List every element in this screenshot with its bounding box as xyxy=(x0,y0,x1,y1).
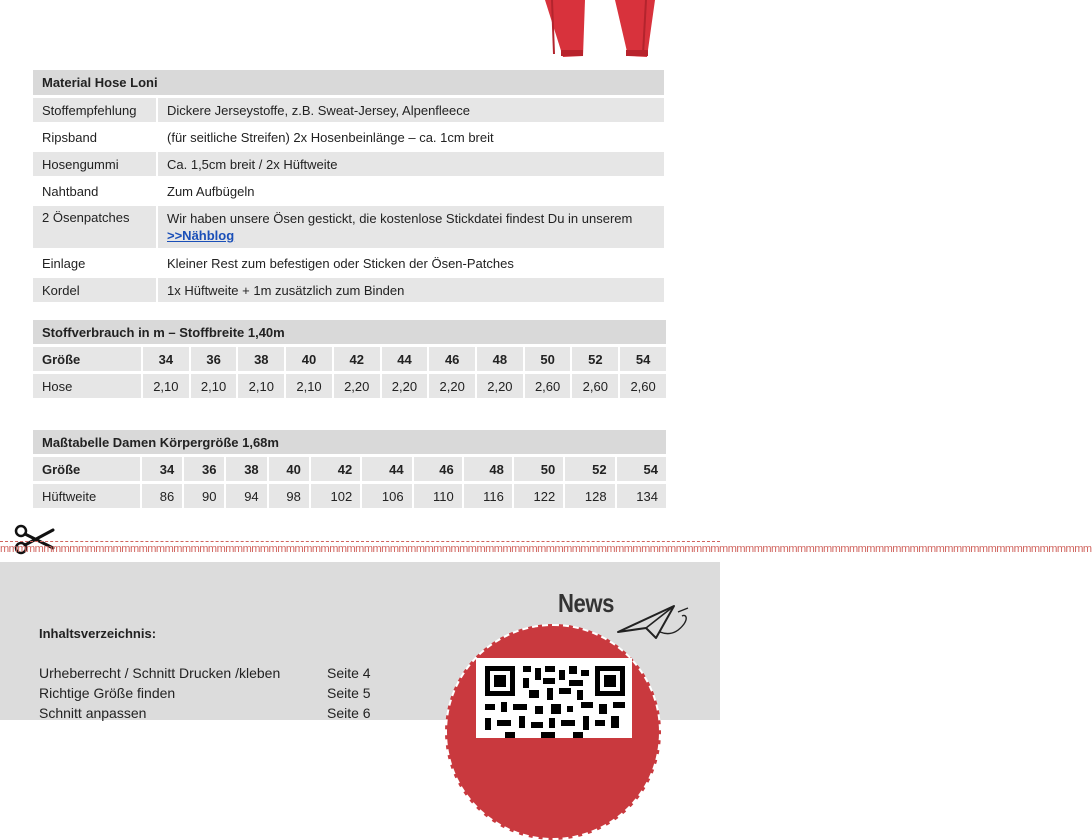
table-row xyxy=(33,206,664,248)
material-value: Dickere Jerseystoffe, z.B. Sweat-Jersey, Alpenfleece xyxy=(156,98,664,122)
toc-item-title: Schnitt anpassen xyxy=(39,705,147,721)
toc-item-page: Seite 6 xyxy=(327,705,371,721)
material-table-header xyxy=(33,70,664,95)
size-cell: 50 xyxy=(523,347,571,371)
size-cell: 44 xyxy=(360,457,411,481)
toc-item-title: Urheberrecht / Schnitt Drucken /kleben xyxy=(39,665,281,681)
bottom-section xyxy=(0,562,720,720)
size-cell: 34 xyxy=(140,457,182,481)
size-cell: 54 xyxy=(618,347,666,371)
table-of-contents xyxy=(39,663,371,723)
size-cell: 44 xyxy=(380,347,428,371)
cut-line: mmmmmmmmmmmmmmmmmmmmmmmmmmmmmmmmmmmmmmmmmmmmmmmmmmmmmmmmmmmmmmmmmmmmmmmmmmmmmmmmmmmmmmmmmmmmmmmmmmmmmmmmmmmmmmmmmmmmmmmmmmmmmm xyxy=(0,543,1092,555)
size-cell: 54 xyxy=(615,457,666,481)
value-cell: 2,10 xyxy=(236,374,284,398)
material-label: Hosengummi xyxy=(33,152,156,176)
value-cell: 2,60 xyxy=(523,374,571,398)
value-cell: 2,20 xyxy=(380,374,428,398)
size-cell: 48 xyxy=(475,347,523,371)
size-cell: 36 xyxy=(189,347,237,371)
stoffverbrauch-header xyxy=(33,320,666,344)
size-cell: 38 xyxy=(236,347,284,371)
qr-code-icon xyxy=(485,666,625,738)
size-cell: 46 xyxy=(427,347,475,371)
material-label: Nahtband xyxy=(33,179,156,203)
size-label: Größe xyxy=(33,347,141,371)
value-cell: 94 xyxy=(224,484,266,508)
material-label: Stoffempfehlung xyxy=(33,98,156,122)
material-title: Material Hose Loni xyxy=(33,70,664,95)
table-row xyxy=(33,374,666,398)
material-value: Ca. 1,5cm breit / 2x Hüftweite xyxy=(156,152,664,176)
value-cell: 102 xyxy=(309,484,360,508)
size-cell: 42 xyxy=(309,457,360,481)
paper-plane-icon xyxy=(616,602,692,642)
toc-title: Inhaltsverzeichnis: xyxy=(39,626,157,641)
value-cell: 2,10 xyxy=(141,374,189,398)
size-row xyxy=(33,347,666,371)
material-value: Zum Aufbügeln xyxy=(156,179,664,203)
qr-code[interactable] xyxy=(476,658,632,738)
size-label: Größe xyxy=(33,457,140,481)
value-cell: 2,10 xyxy=(189,374,237,398)
toc-item-title: Richtige Größe finden xyxy=(39,685,176,701)
masstabelle-header xyxy=(33,430,666,454)
value-cell: 90 xyxy=(182,484,224,508)
size-cell: 52 xyxy=(563,457,614,481)
stoffverbrauch-title: Stoffverbrauch in m – Stoffbreite 1,40m xyxy=(33,320,666,344)
toc-item xyxy=(39,663,371,683)
table-row xyxy=(33,125,664,149)
value-cell: 122 xyxy=(512,484,563,508)
value-cell: 106 xyxy=(360,484,411,508)
size-cell: 46 xyxy=(412,457,462,481)
material-value: (für seitliche Streifen) 2x Hosenbeinlänge – ca. 1cm breit xyxy=(156,125,664,149)
value-cell: 116 xyxy=(462,484,512,508)
material-value: Wir haben unsere Ösen gestickt, die kostenlose Stickdatei findest Du in unserem xyxy=(167,211,633,226)
size-cell: 40 xyxy=(284,347,332,371)
size-row xyxy=(33,457,666,481)
stoffverbrauch-table xyxy=(33,317,666,401)
size-cell: 38 xyxy=(224,457,266,481)
size-cell: 48 xyxy=(462,457,512,481)
value-cell: 2,20 xyxy=(475,374,523,398)
news-label: News xyxy=(558,588,615,618)
masstabelle-title: Maßtabelle Damen Körpergröße 1,68m xyxy=(33,430,666,454)
toc-item-page: Seite 4 xyxy=(327,665,371,681)
naehblog-link[interactable]: >>Nähblog xyxy=(167,228,235,243)
hueftweite-label: Hüftweite xyxy=(33,484,140,508)
toc-item-page: Seite 5 xyxy=(327,685,371,701)
material-label: Kordel xyxy=(33,278,156,302)
value-cell: 2,10 xyxy=(284,374,332,398)
value-cell: 2,20 xyxy=(427,374,475,398)
material-label: 2 Ösenpatches xyxy=(33,206,156,248)
table-row xyxy=(33,484,666,508)
size-cell: 52 xyxy=(570,347,618,371)
size-cell: 42 xyxy=(332,347,380,371)
value-cell: 98 xyxy=(267,484,309,508)
material-label: Ripsband xyxy=(33,125,156,149)
table-row xyxy=(33,251,664,275)
masstabelle-table xyxy=(33,427,666,511)
value-cell: 2,20 xyxy=(332,374,380,398)
table-row xyxy=(33,98,664,122)
value-cell: 128 xyxy=(563,484,614,508)
size-cell: 36 xyxy=(182,457,224,481)
hose-label: Hose xyxy=(33,374,141,398)
pants-illustration-icon xyxy=(540,0,700,60)
value-cell: 86 xyxy=(140,484,182,508)
table-row xyxy=(33,152,664,176)
table-row xyxy=(33,278,664,302)
value-cell: 110 xyxy=(412,484,462,508)
value-cell: 134 xyxy=(615,484,666,508)
value-cell: 2,60 xyxy=(570,374,618,398)
toc-item xyxy=(39,683,371,703)
size-cell: 34 xyxy=(141,347,189,371)
size-cell: 50 xyxy=(512,457,563,481)
material-label: Einlage xyxy=(33,251,156,275)
material-table xyxy=(33,67,664,305)
material-value: Kleiner Rest zum befestigen oder Sticken der Ösen-Patches xyxy=(156,251,664,275)
table-row xyxy=(33,179,664,203)
toc-item xyxy=(39,703,371,723)
material-value: 1x Hüftweite + 1m zusätzlich zum Binden xyxy=(156,278,664,302)
size-cell: 40 xyxy=(267,457,309,481)
value-cell: 2,60 xyxy=(618,374,666,398)
